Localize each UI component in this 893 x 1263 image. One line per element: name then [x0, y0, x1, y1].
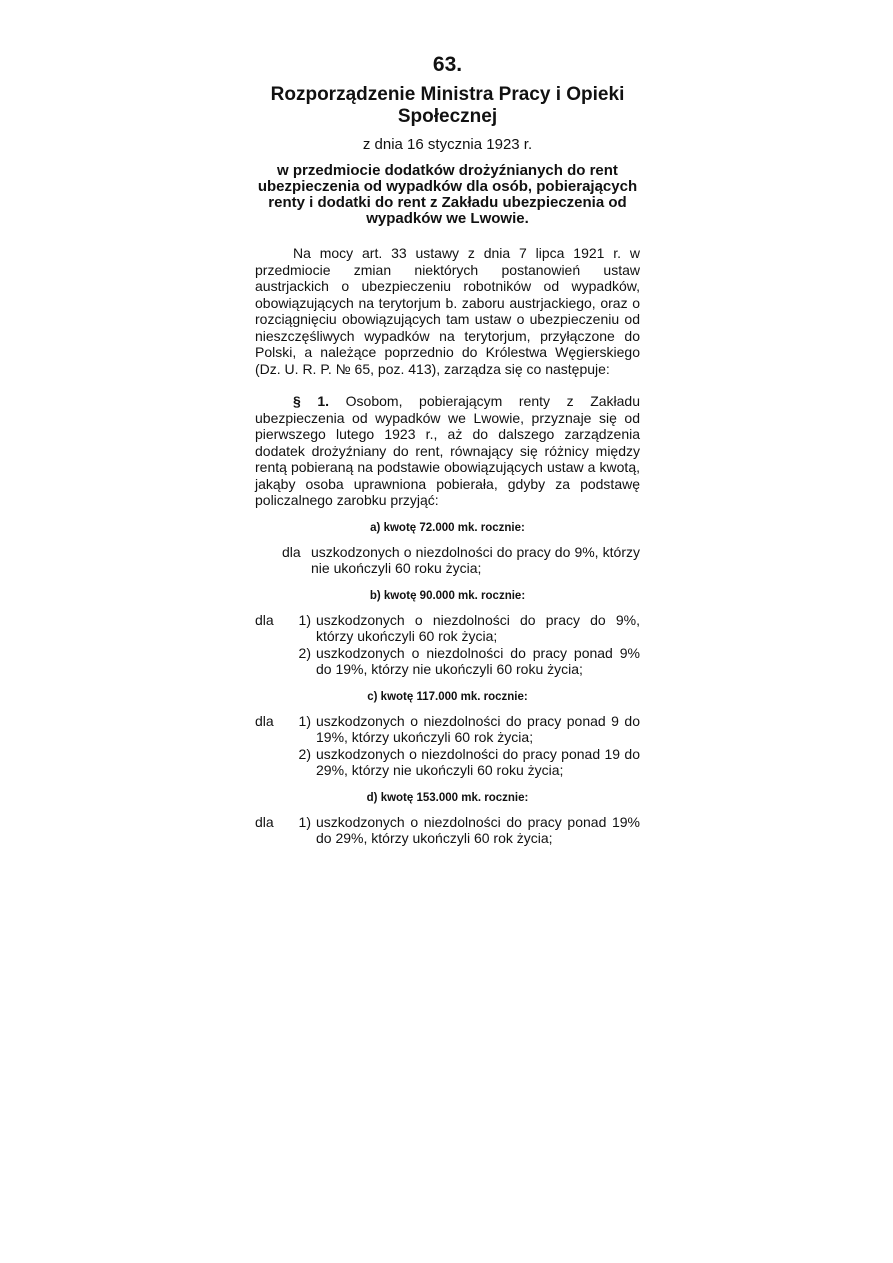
- amount-c-heading: c) kwotę 117.000 mk. rocznie:: [367, 690, 528, 703]
- amount-a-heading: a) kwotę 72.000 mk. rocznie:: [370, 521, 525, 534]
- amount-a-item: [255, 544, 640, 577]
- section-1-mark: § 1.: [293, 393, 330, 409]
- amount-c-item-1: [255, 713, 640, 746]
- section-1-paragraph: [255, 393, 640, 509]
- dla-label: dla: [255, 712, 274, 729]
- amount-b-item-2: [255, 645, 640, 678]
- item-text: uszkodzonych o niezdolności do pracy do 9%, którzy ukończyli 60 rok życia;: [316, 611, 640, 644]
- act-date: z dnia 16 stycznia 1923 r.: [362, 136, 533, 153]
- dla-label: dla: [255, 611, 274, 628]
- amount-a-text: uszkodzonych o niezdolności do pracy do 9%, którzy nie ukończyli 60 roku życia;: [311, 543, 640, 576]
- amount-c-item-2: [255, 746, 640, 779]
- item-number: 1): [298, 813, 311, 830]
- amount-d-heading: d) kwotę 153.000 mk. rocznie:: [366, 791, 529, 804]
- item-number: 1): [298, 712, 311, 729]
- item-number: 1): [298, 611, 311, 628]
- item-text: uszkodzonych o niezdolności do pracy ponad 9 do 19%, którzy ukończyli 60 rok życia;: [316, 712, 640, 745]
- amount-b-item-1: [255, 612, 640, 645]
- amount-d-item-1: [255, 814, 640, 847]
- act-title: Rozporządzenie Ministra Pracy i Opieki Społecznej: [270, 84, 625, 127]
- amount-b-heading: b) kwotę 90.000 mk. rocznie:: [369, 589, 526, 602]
- item-text: uszkodzonych o niezdolności do pracy ponad 9% do 19%, którzy nie ukończyli 60 roku życia;: [316, 644, 640, 677]
- act-number: 63.: [432, 53, 463, 76]
- preamble-text: Na mocy art. 33 ustawy z dnia 7 lipca 1921 r. w przedmiocie zmian niektórych postanowień ustaw austrjackich o ubezpieczeniu robotników od wypadków, obowiązujących na terytorjum b. zaboru austrjackiego, oraz o rozciągnięciu obowiązujących tam ustaw o ubezpieczeniu od nieszczęśliwych wypadków na terytorjum, przyłączone do Polski, a należące poprzednio do Królestwa Węgierskiego (Dz. U. R. P. № 65, poz. 413), zarządza się co następuje:: [255, 245, 640, 377]
- act-subject: w przedmiocie dodatków drożyźnianych do rent ubezpieczenia od wypadków dla osób, pobierających renty i dodatki do rent z Zakładu ubezpieczenia od wypadków we Lwowie.: [257, 162, 638, 227]
- section-1-text: Osobom, pobierającym renty z Zakładu ubezpieczenia od wypadków we Lwowie, przyznaje się od pierwszego lutego 1923 r., aż do dalszego zarządzenia dodatek drożyźniany do rent, równający się różnicy między rentą pobieraną na podstawie obowiązujących ustaw a kwotą, jakąby osoba uprawniona pobierała, gdyby za podstawę policzalnego zarobku przyjąć:: [255, 393, 640, 508]
- preamble-paragraph: [255, 245, 640, 377]
- dla-label: dla: [255, 813, 274, 830]
- item-number: 2): [298, 644, 311, 661]
- dla-label: dla: [282, 543, 301, 560]
- item-text: uszkodzonych o niezdolności do pracy ponad 19 do 29%, którzy nie ukończyli 60 roku życia;: [316, 745, 640, 778]
- document-page: [255, 52, 640, 847]
- item-text: uszkodzonych o niezdolności do pracy ponad 19% do 29%, którzy ukończyli 60 rok życia;: [316, 813, 640, 846]
- item-number: 2): [298, 745, 311, 762]
